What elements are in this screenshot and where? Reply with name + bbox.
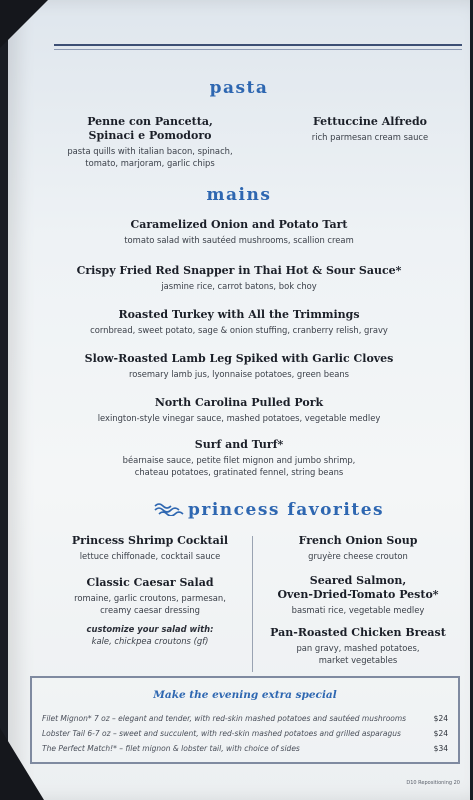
- dish-desc: tomato, marjoram, garlic chips: [85, 158, 215, 168]
- customize-options: kale, chickpea croutons (gf): [91, 636, 209, 646]
- dish-fettuccine: [280, 115, 460, 143]
- dish-desc: chateau potatoes, gratinated fennel, string beans: [134, 467, 344, 477]
- dish-desc: rosemary lamb jus, lyonnaise potatoes, green beans: [128, 369, 350, 379]
- dish-desc: creamy caesar dressing: [100, 605, 200, 615]
- dish-desc: basmati rice, vegetable medley: [291, 605, 425, 615]
- dish-name: Caramelized Onion and Potato Tart: [130, 218, 348, 231]
- dish-name: Oven-Dried-Tomato Pesto*: [277, 588, 439, 601]
- column-divider: [252, 536, 253, 672]
- dish-name: Seared Salmon,: [309, 574, 407, 587]
- dish-desc: lettuce chiffonade, cocktail sauce: [79, 551, 221, 561]
- dish-lamb-leg: [8, 352, 470, 380]
- dish-desc: market vegetables: [318, 655, 398, 665]
- dish-seared-salmon: [260, 574, 456, 616]
- dish-caesar-salad: [60, 576, 240, 616]
- dish-name: Classic Caesar Salad: [86, 576, 214, 589]
- dish-desc: rich parmesan cream sauce: [311, 132, 429, 142]
- dish-desc: lexington-style vinegar sauce, mashed potatoes, vegetable medley: [97, 413, 381, 423]
- dish-desc: jasmine rice, carrot batons, bok choy: [161, 281, 317, 291]
- extra-item-price: $34: [433, 744, 448, 753]
- section-title-mains: mains: [206, 185, 272, 205]
- corner-shadow-bottom: [0, 728, 44, 800]
- extra-item-perfect-match: [42, 744, 448, 756]
- dish-roasted-turkey: [8, 308, 470, 336]
- dish-name: Penne con Pancetta,: [87, 115, 213, 128]
- top-rule: [54, 44, 462, 50]
- customize-heading: customize your salad with:: [86, 624, 214, 634]
- dish-desc: romaine, garlic croutons, parmesan,: [74, 593, 226, 603]
- dish-desc: béarnaise sauce, petite filet mignon and jumbo shrimp,: [122, 455, 356, 465]
- dish-name: French Onion Soup: [298, 534, 418, 547]
- extra-item-price: $24: [433, 729, 448, 738]
- dish-penne: [60, 115, 240, 169]
- dish-desc: cornbread, sweet potato, sage & onion stuffing, cranberry relish, gravy: [90, 325, 388, 335]
- dish-name: North Carolina Pulled Pork: [154, 396, 324, 409]
- dish-name: Roasted Turkey with All the Trimmings: [118, 308, 360, 321]
- dish-surf-and-turf: [8, 438, 470, 478]
- dish-chicken-breast: [260, 626, 456, 666]
- extra-item-lobster: [42, 729, 448, 741]
- extra-special-title: Make the evening extra special: [153, 689, 337, 701]
- dish-french-onion-soup: [260, 534, 456, 562]
- extra-item-filet: [42, 714, 448, 726]
- dish-name: Spinaci e Pomodoro: [88, 129, 212, 142]
- corner-shadow-top: [0, 0, 48, 48]
- menu-sheet: [8, 0, 470, 800]
- dish-name: Pan-Roasted Chicken Breast: [270, 626, 446, 639]
- dish-name: Princess Shrimp Cocktail: [71, 534, 229, 547]
- dish-desc: pan gravy, mashed potatoes,: [296, 643, 420, 653]
- dish-name: Fettuccine Alfredo: [312, 115, 428, 128]
- section-title-pasta: pasta: [209, 78, 269, 98]
- dish-pulled-pork: [8, 396, 470, 424]
- dish-name: Surf and Turf*: [194, 438, 284, 451]
- dish-desc: tomato salad with sautéed mushrooms, scallion cream: [124, 235, 354, 245]
- dish-name: Slow-Roasted Lamb Leg Spiked with Garlic Cloves: [84, 352, 394, 365]
- dish-desc: pasta quills with italian bacon, spinach,: [67, 146, 233, 156]
- extra-special-box: [30, 676, 460, 764]
- dish-desc: gruyère cheese crouton: [308, 551, 408, 561]
- extra-item-text: The Perfect Match!* – filet mignon & lobster tail, with choice of sides: [42, 744, 300, 753]
- extra-item-price: $24: [433, 714, 448, 723]
- extra-item-text: Lobster Tail 6-7 oz – sweet and succulent, with red-skin mashed potatoes and grilled asparagus: [42, 729, 401, 738]
- section-title-favorites: princess favorites: [188, 500, 385, 520]
- footer-code: D10 Repositioning 20: [406, 780, 460, 786]
- dish-name: Crispy Fried Red Snapper in Thai Hot & Sour Sauce*: [76, 264, 402, 277]
- extra-item-text: Filet Mignon* 7 oz – elegant and tender, with red-skin mashed potatoes and sautéed mushrooms: [42, 714, 407, 723]
- customize-salad: [60, 624, 240, 646]
- dish-onion-tart: [8, 218, 470, 246]
- princess-wave-logo-icon: [154, 502, 184, 516]
- dish-shrimp-cocktail: [60, 534, 240, 562]
- dish-red-snapper: [8, 264, 470, 292]
